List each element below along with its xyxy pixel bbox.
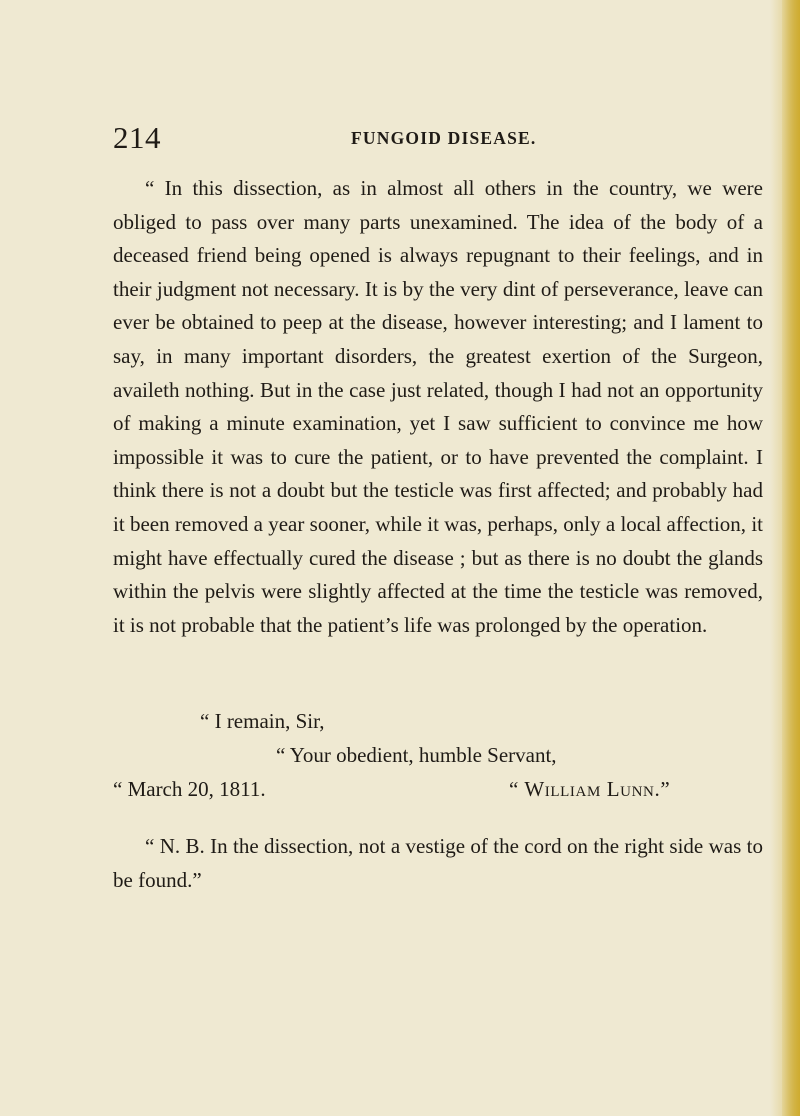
- page-edge-shading: [782, 0, 800, 1116]
- letter-signature: “ William Lunn.”: [509, 777, 671, 801]
- closing-line-2: “ Your obedient, humble Servant,: [276, 743, 557, 767]
- letter-date: “ March 20, 1811.: [113, 777, 266, 801]
- closing-line-1: “ I remain, Sir,: [200, 709, 325, 733]
- letter-paragraph: “ In this dissection, as in almost all others in the country, we were obliged to pass over many parts unexamined. The idea of the body of a deceased friend being opened is always repugnant to their feelings, and in their judgment not necessary. It is by the very dint of perseverance, leave can ever be obtained to peep at the disease, however interesting; and I lament to say, in many important disorders, the greatest exertion of the Surgeon, availeth nothing. But in the case just related, though I had not an opportunity of making a minute examination, yet I saw sufficient to convince me how impossible it was to cure the patient, or to have prevented the complaint. I think there is not a doubt but the testicle was first affected; and probably had it been removed a year sooner, while it was, perhaps, only a local affection, it might have effectually cured the disease ; but as there is no doubt the glands within the pelvis were slightly affected at the time the testicle was removed, it is not probable that the patient’s life was prolonged by the operation.: [113, 176, 763, 637]
- letter-body: [113, 172, 763, 642]
- nota-bene-note: “ N. B. In the dissection, not a vestige of the cord on the right side was to be found.”: [113, 834, 763, 892]
- page-header: [113, 120, 763, 160]
- running-head: FUNGOID DISEASE.: [351, 128, 537, 148]
- page-number: 214: [113, 120, 161, 155]
